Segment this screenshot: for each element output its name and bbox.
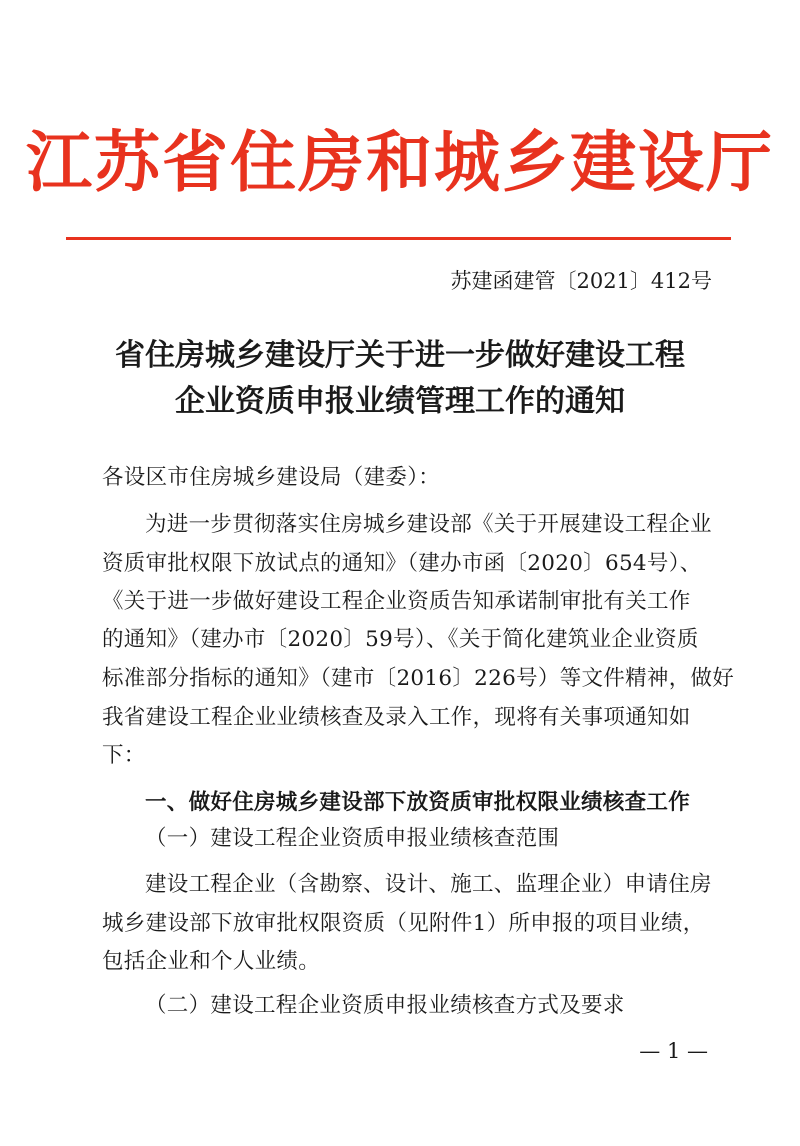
issuer-masthead: 江苏省住房和城乡建设厅	[26, 124, 774, 201]
page-number: — 1 —	[639, 1039, 708, 1063]
body-line: 下：	[102, 743, 146, 768]
document-number: 苏建函建管〔2021〕412号	[450, 269, 712, 293]
body-line: 我省建设工程企业业绩核查及录入工作，现将有关事项通知如	[102, 705, 691, 730]
section-heading-1: 一、做好住房城乡建设部下放资质审批权限业绩核查工作	[145, 790, 691, 815]
body-line: 资质审批权限下放试点的通知》（建办市函〔2020〕654号）、	[102, 551, 702, 576]
body-line: 的通知》（建办市〔2020〕59号）、《关于简化建筑业企业资质	[102, 627, 699, 652]
red-divider-line	[66, 237, 731, 240]
body-line: 城乡建设部下放审批权限资质（见附件1）所申报的项目业绩，	[102, 911, 705, 936]
document-title-line-2: 企业资质申报业绩管理工作的通知	[175, 384, 625, 419]
subsection-heading-2: （二）建设工程企业资质申报业绩核查方式及要求	[145, 993, 625, 1018]
salutation: 各设区市住房城乡建设局（建委）：	[102, 465, 441, 490]
body-line: 为进一步贯彻落实住房城乡建设部《关于开展建设工程企业	[145, 512, 712, 537]
body-line: 包括企业和个人业绩。	[102, 949, 321, 974]
document-title-line-1: 省住房城乡建设厅关于进一步做好建设工程	[115, 338, 685, 373]
body-line: 标准部分指标的通知》（建市〔2016〕226号）等文件精神，做好	[102, 666, 735, 691]
subsection-heading-1: （一）建设工程企业资质申报业绩核查范围	[145, 826, 560, 851]
body-line: 建设工程企业（含勘察、设计、施工、监理企业）申请住房	[145, 872, 712, 897]
body-line: 《关于进一步做好建设工程企业资质告知承诺制审批有关工作	[102, 589, 691, 614]
